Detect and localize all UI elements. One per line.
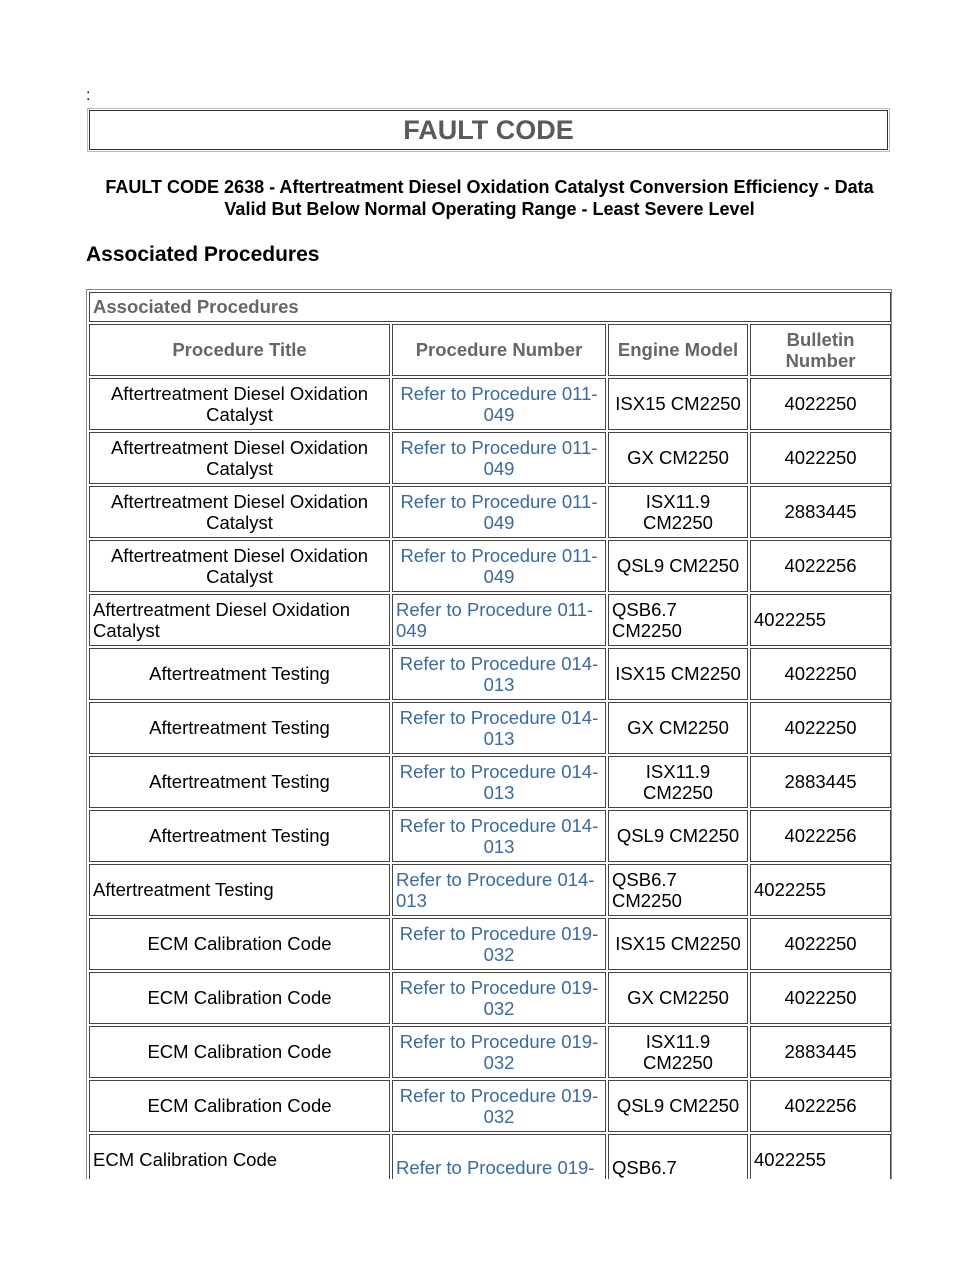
table-row <box>89 810 891 862</box>
procedure-number-cell <box>392 648 606 700</box>
procedure-link[interactable]: Refer to Procedure 014-013 <box>396 868 595 911</box>
table-row <box>89 702 891 754</box>
procedure-link[interactable]: Refer to Procedure 011-049 <box>400 544 598 587</box>
procedure-link[interactable]: Refer to Procedure 014-013 <box>399 706 599 749</box>
header-procedure-number: Procedure Number <box>392 324 606 376</box>
procedure-title-cell: ECM Calibration Code <box>89 1080 390 1132</box>
table-row <box>89 918 891 970</box>
table-row <box>89 864 891 916</box>
bulletin-number-cell: 2883445 <box>750 1026 891 1078</box>
procedure-title-cell: Aftertreatment Testing <box>89 864 390 916</box>
bulletin-number-cell: 4022256 <box>750 1080 891 1132</box>
bulletin-number-cell: 4022250 <box>750 432 891 484</box>
table-row <box>89 1134 891 1179</box>
engine-model-cell: GX CM2250 <box>608 702 748 754</box>
bulletin-number-cell: 2883445 <box>750 486 891 538</box>
fault-code-banner: FAULT CODE <box>89 110 888 150</box>
procedure-link[interactable]: Refer to Procedure 019- <box>396 1157 595 1178</box>
table-row <box>89 432 891 484</box>
bulletin-number-cell: 4022250 <box>750 648 891 700</box>
procedure-number-cell <box>392 1026 606 1078</box>
procedure-title-cell: Aftertreatment Diesel Oxidation Catalyst <box>89 540 390 592</box>
engine-model-cell: QSB6.7 CM2250 <box>608 594 748 646</box>
bulletin-number-cell: 4022250 <box>750 972 891 1024</box>
procedure-title-cell: ECM Calibration Code <box>89 972 390 1024</box>
engine-model-cell: ISX15 CM2250 <box>608 648 748 700</box>
procedure-title-cell: Aftertreatment Diesel Oxidation Catalyst <box>89 486 390 538</box>
table-row <box>89 486 891 538</box>
procedure-number-cell <box>392 810 606 862</box>
procedure-link[interactable]: Refer to Procedure 011-049 <box>400 436 598 479</box>
fault-code-title: FAULT CODE 2638 - Aftertreatment Diesel Oxidation Catalyst Conversion Efficiency - Data Valid But Below Normal Operating Range - Least Severe Level <box>105 177 874 219</box>
procedure-link[interactable]: Refer to Procedure 014-013 <box>399 652 599 695</box>
engine-model-cell: GX CM2250 <box>608 972 748 1024</box>
procedure-link[interactable]: Refer to Procedure 014-013 <box>399 760 599 803</box>
procedure-link[interactable]: Refer to Procedure 011-049 <box>400 382 598 425</box>
section-heading: Associated Procedures <box>86 243 320 266</box>
procedure-link[interactable]: Refer to Procedure 019-032 <box>399 976 599 1019</box>
engine-model-cell: ISX11.9 CM2250 <box>608 486 748 538</box>
procedure-title-cell: Aftertreatment Testing <box>89 648 390 700</box>
bulletin-number-cell: 4022250 <box>750 702 891 754</box>
engine-model-cell: ISX11.9 CM2250 <box>608 1026 748 1078</box>
procedure-link[interactable]: Refer to Procedure 011-049 <box>400 490 598 533</box>
procedure-title-cell: ECM Calibration Code <box>89 1026 390 1078</box>
procedure-title-cell: Aftertreatment Testing <box>89 756 390 808</box>
procedure-title-cell: Aftertreatment Testing <box>89 702 390 754</box>
procedure-number-cell <box>392 540 606 592</box>
procedure-number-cell <box>392 864 606 916</box>
procedures-table-container <box>86 289 892 1179</box>
engine-model-cell: QSB6.7 <box>608 1134 748 1179</box>
engine-model-cell: ISX15 CM2250 <box>608 378 748 430</box>
procedure-number-cell <box>392 756 606 808</box>
table-body <box>89 378 891 1179</box>
procedures-table <box>87 290 892 1179</box>
procedure-number-cell <box>392 702 606 754</box>
engine-model-cell: ISX11.9 CM2250 <box>608 756 748 808</box>
procedure-title-cell: Aftertreatment Diesel Oxidation Catalyst <box>89 378 390 430</box>
procedure-link[interactable]: Refer to Procedure 019-032 <box>399 1030 599 1073</box>
procedure-title-cell: Aftertreatment Diesel Oxidation Catalyst <box>89 432 390 484</box>
table-row <box>89 378 891 430</box>
procedure-number-cell <box>392 1080 606 1132</box>
bulletin-number-cell: 4022250 <box>750 378 891 430</box>
bulletin-number-cell: 4022256 <box>750 540 891 592</box>
header-bulletin-number: Bulletin Number <box>750 324 891 376</box>
procedure-number-cell <box>392 486 606 538</box>
engine-model-cell: ISX15 CM2250 <box>608 918 748 970</box>
procedure-title-cell: ECM Calibration Code <box>89 1134 390 1179</box>
engine-model-cell: QSL9 CM2250 <box>608 810 748 862</box>
header-procedure-title: Procedure Title <box>89 324 390 376</box>
table-row <box>89 594 891 646</box>
table-caption: Associated Procedures <box>89 292 891 322</box>
bulletin-number-cell: 2883445 <box>750 756 891 808</box>
engine-model-cell: QSB6.7 CM2250 <box>608 864 748 916</box>
bulletin-number-cell: 4022250 <box>750 918 891 970</box>
table-row <box>89 1026 891 1078</box>
procedure-title-cell: Aftertreatment Diesel Oxidation Catalyst <box>89 594 390 646</box>
page-colon: : <box>86 87 91 104</box>
table-row <box>89 756 891 808</box>
bulletin-number-cell: 4022255 <box>750 864 891 916</box>
table-row <box>89 1080 891 1132</box>
engine-model-cell: QSL9 CM2250 <box>608 540 748 592</box>
bulletin-number-cell: 4022255 <box>750 594 891 646</box>
procedure-number-cell <box>392 378 606 430</box>
procedure-number-cell <box>392 972 606 1024</box>
procedure-link[interactable]: Refer to Procedure 019-032 <box>399 922 599 965</box>
engine-model-cell: GX CM2250 <box>608 432 748 484</box>
procedure-link[interactable]: Refer to Procedure 011-049 <box>396 598 594 641</box>
procedure-number-cell <box>392 1134 606 1179</box>
table-row <box>89 972 891 1024</box>
procedure-link[interactable]: Refer to Procedure 014-013 <box>399 814 599 857</box>
procedure-number-cell <box>392 918 606 970</box>
header-engine-model: Engine Model <box>608 324 748 376</box>
procedure-title-cell: Aftertreatment Testing <box>89 810 390 862</box>
engine-model-cell: QSL9 CM2250 <box>608 1080 748 1132</box>
bulletin-number-cell: 4022256 <box>750 810 891 862</box>
procedure-link[interactable]: Refer to Procedure 019-032 <box>399 1084 599 1127</box>
table-row <box>89 648 891 700</box>
procedure-title-cell: ECM Calibration Code <box>89 918 390 970</box>
procedure-number-cell <box>392 432 606 484</box>
procedure-number-cell <box>392 594 606 646</box>
table-row <box>89 540 891 592</box>
bulletin-number-cell: 4022255 <box>750 1134 891 1179</box>
